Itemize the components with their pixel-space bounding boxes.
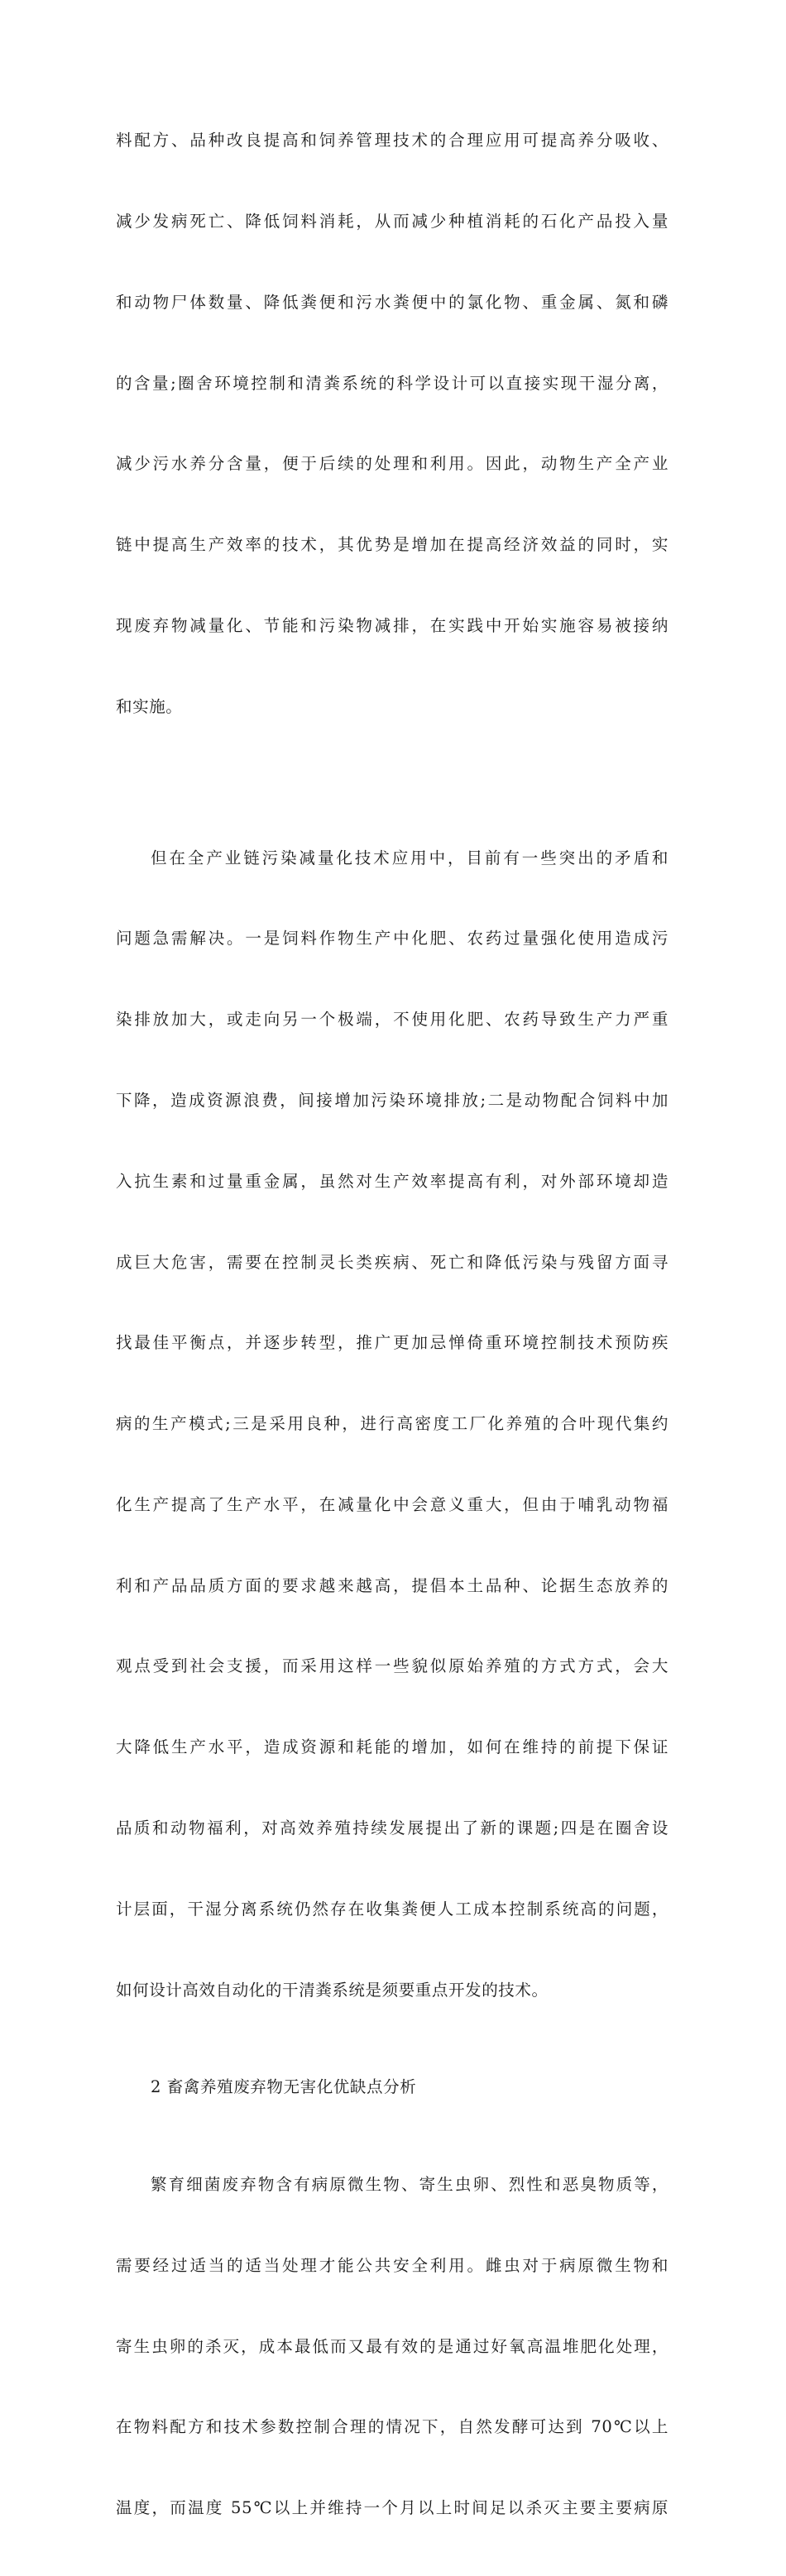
text-line: 的含量;圈舍环境控制和清粪系统的科学设计可以直接实现干湿分离， — [116, 373, 669, 393]
text-line: 如何设计高效自动化的干清粪系统是须要重点开发的技术。 — [116, 1980, 549, 2000]
text-line: 大降低生产水平，造成资源和耗能的增加，如何在维持的前提下保证 — [116, 1737, 669, 1757]
text-line: 利和产品品质方面的要求越来越高，提倡本土品种、论据生态放养的 — [116, 1575, 669, 1595]
document-body — [116, 74, 669, 2576]
paragraph-gap — [116, 2101, 669, 2118]
text-line: 需要经过适当的适当处理才能公共安全利用。雌虫对于病原微生物和 — [116, 2255, 669, 2275]
text-line: 入抗生素和过量重金属，虽然对生产效率提高有利，对外部环境却造 — [116, 1171, 669, 1191]
text-line: 温度，而温度 55℃以上并维持一个月以上时间足以杀灭主要主要病原 — [116, 2498, 669, 2518]
text-line: 寄生虫卵的杀灭，成本最低而又最有效的是通过好氧高温堆肥化处理， — [116, 2336, 669, 2356]
section-heading: 2 畜禽养殖废弃物无害化优缺点分析 — [151, 2077, 417, 2097]
text-line: 成巨大危害，需要在控制灵长类疾病、死亡和降低污染与残留方面寻 — [116, 1252, 669, 1272]
text-line: 繁育细菌废弃物含有病原微生物、寄生虫卵、烈性和恶臭物质等， — [151, 2175, 669, 2195]
text-line: 找最佳平衡点，并逐步转型，推广更加忌惮倚重环境控制技术预防疾 — [116, 1333, 669, 1353]
text-line: 染排放加大，或走向另一个极端，不使用化肥、农药导致生产力严重 — [116, 1010, 669, 1030]
text-line: 链中提高生产效率的技术，其优势是增加在提高经济效益的同时，实 — [116, 535, 669, 555]
text-line: 减少发病死亡、降低饲料消耗，从而减少种植消耗的石化产品投入量 — [116, 211, 669, 231]
text-line: 料配方、品种改良提高和饲养管理技术的合理应用可提高养分吸收、 — [116, 131, 669, 151]
text-line: 观点受到社会支援，而采用这样一些貌似原始养殖的方式方式，会大 — [116, 1656, 669, 1676]
text-line: 计层面，干湿分离系统仍然存在收集粪便人工成本控制系统高的问题， — [116, 1899, 669, 1919]
text-line: 现废弃物减量化、节能和污染物减排，在实践中开始实施容易被接纳 — [116, 615, 669, 635]
paragraph-2 — [116, 791, 669, 2057]
paragraph-gap — [116, 774, 669, 791]
paragraph-gap — [116, 2057, 669, 2074]
text-line: 但在全产业链污染减量化技术应用中，目前有一些突出的矛盾和 — [151, 848, 669, 867]
text-line: 品质和动物福利，对高效养殖持续发展提出了新的课题;四是在圈舍设 — [116, 1818, 669, 1838]
paragraph-1 — [116, 74, 669, 774]
paragraph-3 — [116, 2118, 669, 2576]
text-line: 问题急需解决。一是饲料作物生产中化肥、农药过量强化使用造成污 — [116, 929, 669, 949]
text-line: 和实施。 — [116, 696, 183, 716]
text-line: 化生产提高了生产水平，在减量化中会意义重大，但由于哺乳动物福 — [116, 1494, 669, 1514]
text-line: 在物料配方和技术参数控制合理的情况下，自然发酵可达到 70℃以上 — [116, 2417, 669, 2437]
text-line: 减少污水养分含量，便于后续的处理和利用。因此，动物生产全产业 — [116, 454, 669, 474]
text-line: 病的生产模式;三是采用良种，进行高密度工厂化养殖的合叶现代集约 — [116, 1414, 669, 1434]
text-line: 和动物尸体数量、降低粪便和污水粪便中的氯化物、重金属、氮和磷 — [116, 292, 669, 312]
text-line: 下降，造成资源浪费，间接增加污染环境排放;二是动物配合饲料中加 — [116, 1090, 669, 1110]
